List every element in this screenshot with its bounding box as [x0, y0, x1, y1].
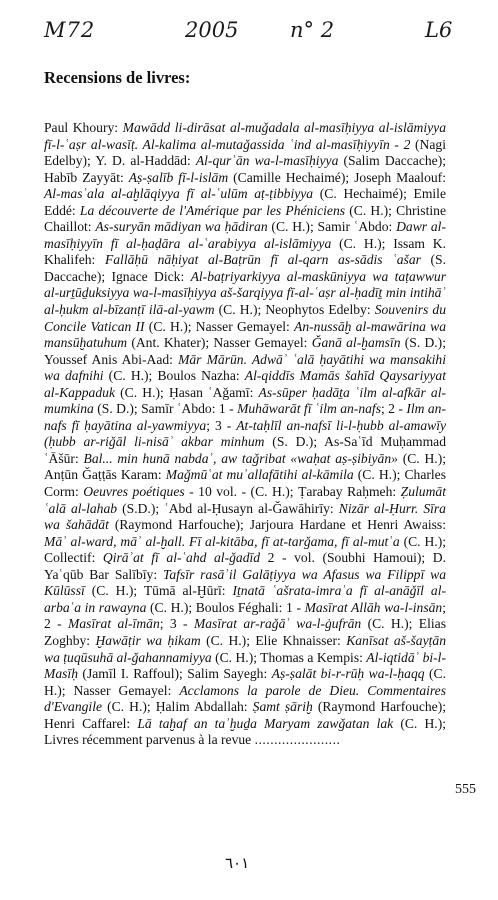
review-text: (Ant. Khater); Nasser Gemayel:	[127, 335, 312, 351]
book-title: Bal... min hunā nabdaʾ, aw taǧribat «waḥat aṣ-ṣibiyān»	[83, 450, 398, 466]
handwritten-code: L6	[425, 18, 453, 42]
review-text: (Salim Daccache); Habīb Zayyāt:	[44, 153, 446, 185]
book-title: Tafsīr rasāʾil Galāṭiyya wa Afasus wa Filippī wa Kūlūssī	[44, 566, 446, 599]
book-title: Oeuvres poétiques	[83, 484, 185, 500]
review-text: (C. H.); Christine Chaillot:	[44, 202, 446, 235]
review-text: (C. H.); Samir ʿAbdo:	[267, 219, 397, 235]
book-title: Mār Mārūn. Adwāʾ ʿalā ḥayātihi wa mansakihi wa dafnihi	[44, 351, 446, 384]
book-title: Masīrat ar-raǧāʾ wa-l-ġufrān	[193, 616, 362, 632]
arabic-page-number: ٦٠١	[225, 856, 250, 872]
handwritten-ref: M72	[44, 18, 96, 42]
book-title: Fallāḥū nāḥiyat al-Baṭrūn fī al-qarn as-sādis ʿašar	[104, 252, 421, 268]
book-title: Ilm an-nafs fī ḥayātina al-yawmiyya	[44, 401, 447, 433]
review-text: (C. Hechaimé); Emile Eddé:	[44, 186, 446, 218]
review-text: (C. H.); Tūmā al-Ḫūrī:	[84, 583, 233, 599]
reviews-paragraph	[44, 120, 446, 749]
book-title: Acclamons la parole de Dieu. Commentaires d'Evangile	[44, 682, 446, 715]
review-text: (C. H.); Livres récemment parvenus à la revue	[44, 715, 446, 748]
review-text: Paul Khoury:	[44, 120, 123, 135]
review-text: ; 3 -	[206, 417, 237, 433]
review-text: (C. H.); Ḥalim Abdallah:	[102, 699, 253, 715]
book-title: Al-qurʾān wa-l-masīḥiyya	[195, 153, 339, 169]
review-text: (C. H.); Boulos Féghali: 1 -	[146, 599, 305, 615]
review-text: (C. H.); Nasser Gemayel:	[144, 318, 295, 334]
book-title: Kanīsat aš-šayṭān wa ṭuqūsuhā al-ǧahannamiyya	[44, 632, 446, 665]
review-text: (S.D.); ʿAbd al-Ḥusayn al-Ǧawāhirīy:	[117, 500, 339, 516]
book-title: Souvenirs du Concile Vatican II	[44, 302, 447, 334]
review-text: (Nagi Edelby); Y. D. al-Haddād:	[44, 136, 446, 169]
book-title: La découverte de l'Amérique par les Phéniciens	[79, 202, 346, 218]
review-text: (Jamīl I. Raffoul); Salim Sayegh:	[77, 666, 272, 682]
review-text: (C. H.); Charles Corm:	[44, 467, 447, 500]
book-title: As-suryān mādiyan wa ḥādiran	[95, 219, 268, 235]
book-title: Al-iqtidāʾ bi-l-Masīḥ	[44, 649, 446, 682]
book-title: Nizār al-Ḥurr. Sīra wa šahādāt	[44, 500, 446, 533]
book-title: Mawādd li-dirāsat al-muǧadala al-masīḥiyya al-islāmiyya fī-l-ʿaṣr al-wasīṭ. Al-kalima al-mutaǧassida ʿind al-masīḥiyyīn - 2	[44, 120, 446, 152]
review-text: (C. H.); Ḥasan ʿAǧamī:	[114, 384, 259, 400]
book-title: Aṣ-ṣalāt bi-r-rūḥ wa-l-ḥaqq	[271, 666, 425, 682]
page-number: 555	[455, 782, 476, 797]
review-text: 2 - vol. (Soubhi Hamoui); D. Yaʿqūb Bar Salībīy:	[44, 550, 446, 582]
book-title: As-sūper ḥadāṯa ʿilm al-afkār al-mumkina	[44, 384, 446, 417]
book-title: Masīrat al-īmān	[68, 616, 160, 632]
handwritten-number: n° 2	[290, 18, 335, 42]
book-title: Al-qiddīs Mamās šahīd Qaysariyyat al-Kappaduk	[44, 368, 446, 400]
leader-dots: ......................	[254, 732, 341, 748]
review-text: (S. D.); As-Saʿīd Muḥammad ʿĀšūr:	[44, 434, 446, 466]
book-title: Maǧmūʿat muʾallafātihi al-kāmila	[165, 467, 354, 483]
review-text: (C. H.); Collectif:	[44, 533, 446, 566]
handwritten-annotation	[0, 18, 498, 58]
book-title: Al-masʾala al-aḫlāqiyya fī al-ʿulūm aṭ-ṭibbiyya	[44, 186, 314, 202]
review-text: ; 2 -	[44, 599, 447, 632]
review-text: (S. Daccache); Ignace Dick:	[44, 252, 447, 284]
book-title: Al-baṭriyarkiyya al-maskūniyya wa taṭawwur al-urṯūḏuksiyya wa-l-masīḥiyya aš-šarqiyya fī-al-ʿaṣr al-ḥadīṯ min intihāʾ al-ḥukm al-bīzanṭī ilā-al-yawm	[44, 268, 446, 318]
book-title: Māʾ al-ward, māʾ al-ḫall. Fī al-kitāba, fī at-tarǧama, fī al-mutʿa	[44, 533, 400, 549]
handwritten-year: 2005	[185, 18, 239, 42]
review-text: (Raymond Harfouche); Henri Caffarel:	[44, 699, 446, 731]
book-title: An-nussāḫ al-mawārina wa mansūḫatuhum	[44, 318, 446, 351]
review-text: (Raymond Harfouche); Jarjoura Hardane et Henri Awaiss:	[108, 517, 446, 533]
review-text: (C. H.); Neophytos Edelby:	[214, 302, 375, 318]
book-title: Dawr al-masīḥiyyīn fī al-ḥaḍāra al-ʿarabiyya al-islāmiyya	[44, 219, 446, 251]
book-title: Ṣamt ṣāriḫ	[252, 699, 313, 715]
book-title: Ḫawāṭir wa ḥikam	[95, 632, 201, 648]
book-title: Masīrat Allāh wa-l-insān	[304, 599, 443, 615]
review-text: (C. H.); Anṭūn Ǧaṭṭās Karam:	[44, 450, 446, 483]
book-title: Iṯnatā ʿašrata-imraʾa fī al-anāǧīl al-arbaʿa in rawayna	[44, 583, 446, 615]
book-title: Ǧanā al-ḫamsīn	[311, 335, 401, 351]
review-text: (C. H.); Elias Zoghby:	[44, 616, 446, 648]
review-text: - 10 vol. - (C. H.); Ṭarabay Raḥmeh:	[184, 484, 401, 500]
review-text: ; 2 -	[380, 401, 407, 417]
review-text: (C. H.); Boulos Nazha:	[103, 368, 245, 384]
review-text: (C. H.); Elie Khnaisser:	[200, 632, 347, 648]
review-text: (Camille Hechaimé); Joseph Maalouf:	[228, 169, 446, 185]
review-text: ; 3 -	[159, 616, 194, 632]
book-title: Lā taḫaf an taʾḫuḏa Maryam zawǧatan lak	[137, 715, 394, 731]
book-title: At-taḥlīl an-nafsī li-l-ḥubb al-amawīy (ḥubb ar-riǧāl li-nisāʾ akbar minhum	[44, 417, 447, 450]
review-text: (C. H.); Issam K. Khalifeh:	[44, 235, 446, 268]
review-text: (S. D.); Samīr ʿAbdo: 1 -	[93, 401, 238, 417]
book-title: Aṣ-ṣalīb fī-l-islām	[128, 169, 229, 185]
section-heading: Recensions de livres:	[44, 68, 191, 87]
book-title: Qirāʾat fī al-ʿahd al-ǧadīd	[102, 550, 261, 566]
book-title: Muhāwarāt fī ʿilm an-nafs	[237, 401, 381, 417]
review-text: (C. H.); Nasser Gemayel:	[44, 666, 446, 698]
review-text: (C. H.); Thomas a Kempis:	[211, 649, 367, 665]
book-title: Ẓulumāt ʿalā al-lahab	[44, 484, 446, 516]
review-text: (S. D.); Youssef Anis Abi-Aad:	[44, 335, 446, 367]
